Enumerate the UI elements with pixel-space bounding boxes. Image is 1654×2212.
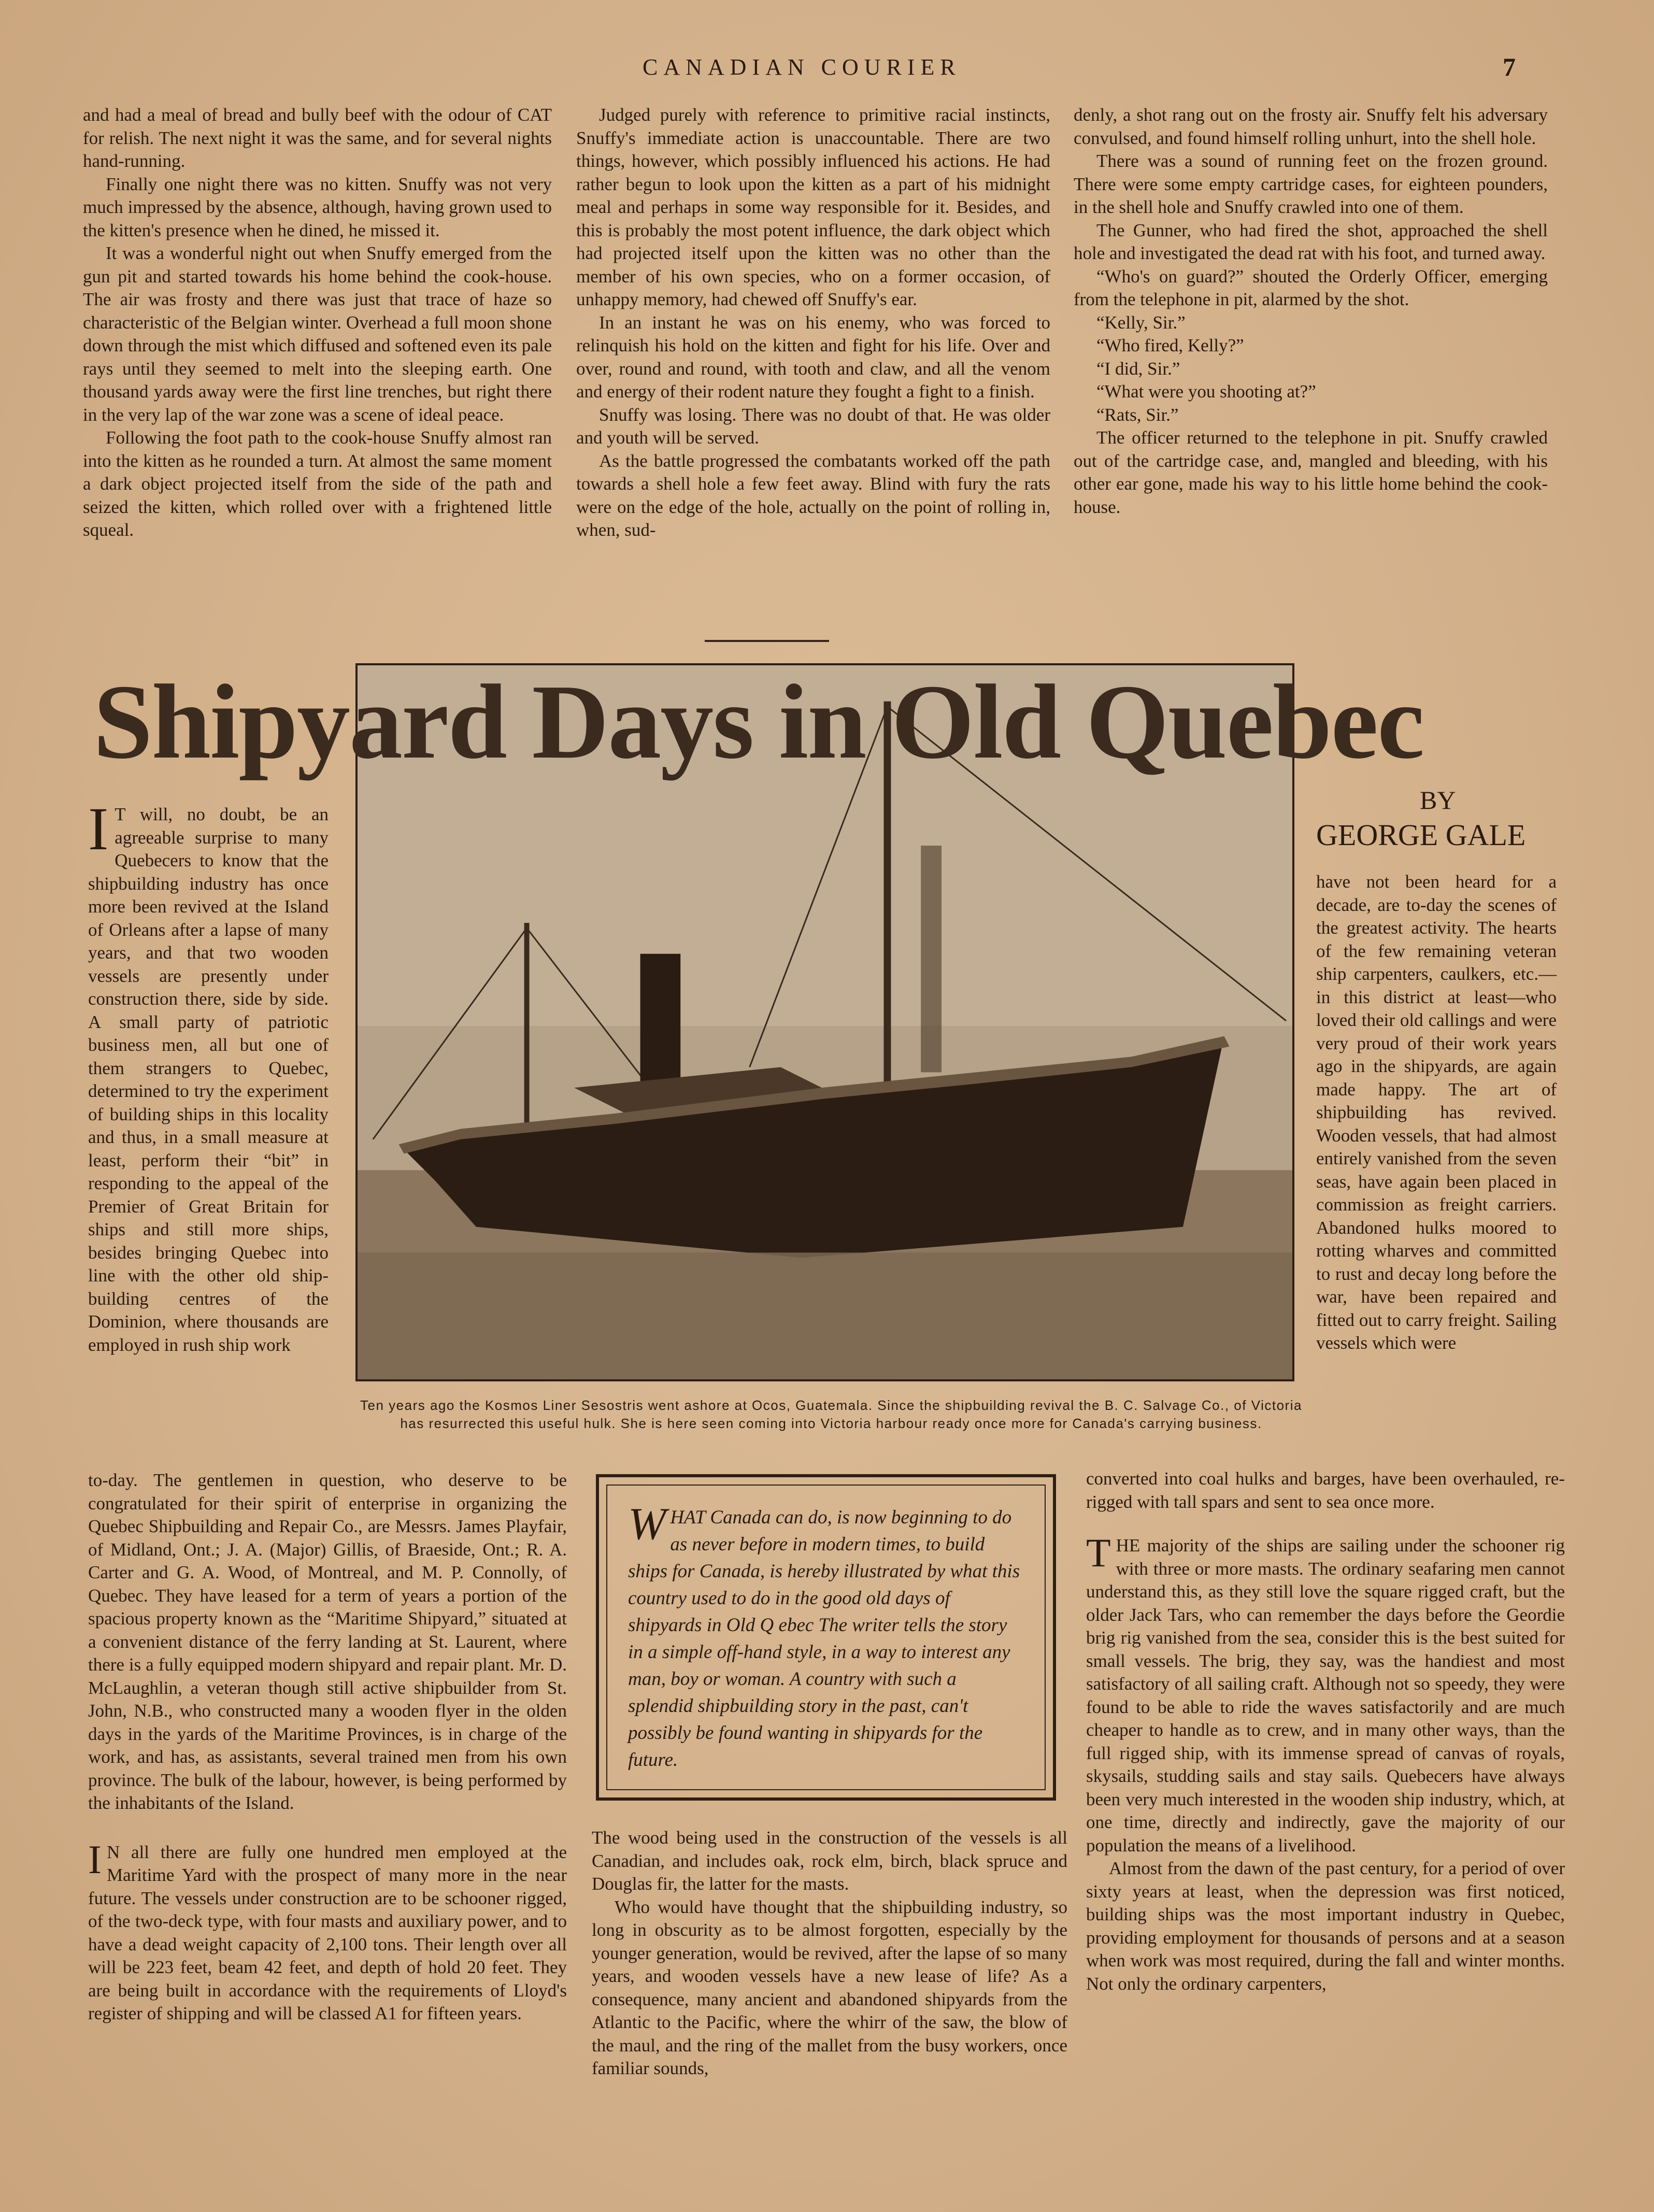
paragraph: “Rats, Sir.” <box>1096 404 1179 425</box>
article-right-narrow <box>1316 870 1557 1355</box>
drop-cap: W <box>628 1499 666 1549</box>
paragraph: The officer returned to the telephone in pit. Snuffy crawled out of the cartridge case, and, mangled and bleeding, with his other ear gone, made his way to his little home behind the cook-house. <box>1074 427 1548 517</box>
section-divider <box>705 640 829 642</box>
paragraph: “I did, Sir.” <box>1096 358 1180 379</box>
paragraph: Who would have thought that the shipbuilding industry, so long in obscurity as to be almost forgotten, especially by the younger generation, would be revived, after the lapse of so many years, and wooden vessels have a new lease of life? As a consequence, many ancient and abandoned shipyards from the Atlantic to the Pacific, where the whirr of the saw, the blow of the maul, and the ring of the mallet from the busy workers, once familiar sounds, <box>592 1896 1067 2078</box>
paragraph: and had a meal of bread and bully beef with the odour of CAT for relish. The next night it was the same, and for several nights hand-running. <box>83 105 552 171</box>
paragraph: “Kelly, Sir.” <box>1096 312 1186 333</box>
paragraph-text: N all there are fully one hundred men employed at the Maritime Yard with the prospect of many more in the near future. The vessels under construction are to be schooner rigged, of the two-deck type, with four masts and auxiliary power, and to have a dead weight capacity of 2,100 tons. Their length over all will be 223 feet, beam 42 feet, and depth of hold 20 feet. They are being built in accordance with the requirements of Lloyd's register of shipping and will be classed A1 for fifteen years. <box>88 1842 567 2023</box>
paragraph: Snuffy was losing. There was no doubt of that. He was older and youth will be served. <box>576 404 1050 448</box>
top-column-1 <box>83 104 552 542</box>
paragraph: “Who fired, Kelly?” <box>1096 335 1244 355</box>
paragraph: Judged purely with reference to primitive racial instincts, Snuffy's immediate action is unaccountable. There are two things, however, which possibly influenced his actions. He had rather begun to look upon the kitten as a part of his midnight meal and perhaps in some way responsible for it. Besides, and this is probably the most potent influence, the dark object which had projected itself upon the kitten was no other than the member of his own species, who on a former occasion, of unhappy memory, had chewed off Snuffy's ear. <box>576 105 1050 309</box>
paragraph: The Gunner, who had fired the shot, approached the shell hole and investigated the dead rat with his foot, and turned away. <box>1074 220 1548 263</box>
paragraph: It was a wonderful night out when Snuffy emerged from the gun pit and started towards his home behind the cook-house. The air was frosty and there was just that trace of haze so characteristic of the Belgian winter. Overhead a full moon shone down through the mist which diffused and softened even its pale rays until they seemed to melt into the sleeping earth. One thousand yards away were the first line trenches, but right there in the very lap of the war zone was a scene of ideal peace. <box>83 243 552 425</box>
page-number: 7 <box>1503 52 1516 81</box>
drop-cap: T <box>1086 1530 1111 1575</box>
paragraph: to-day. The gentlemen in question, who deserve to be congratulated for their spirit of enterprise in organizing the Quebec Shipbuilding and Repair Co., are Messrs. James Playfair, of Midland, Ont.; J. A. (Major) Gillis, of Braeside, Ont.; R. A. Carter and G. A. Wood, of Montreal, and M. P. Connolly, of Quebec. They have leased for a term of years a portion of the spacious property known as the “Maritime Shipyard,” situated at a convenient distance of the ferry landing at St. Laurent, where there is a fully equipped modern shipyard and repair plant. Mr. D. McLaughlin, a veteran though still active shipbuilder from St. John, N.B., who constructed many a wooden flyer in the olden days in the yards of the Maritime Provinces, is in charge of the work, and has, as assistants, several trained men from his own province. The bulk of the labour, however, is being performed by the inhabitants of the Island. <box>88 1470 567 1813</box>
photo-caption: Ten years ago the Kosmos Liner Sesostris went ashore at Ocos, Guatemala. Since the shipbuilding revival the B. C. Salvage Co., of Victoria has resurrected this useful hulk. She is here seen coming into Victoria harbour ready once more for Canada's carrying business. <box>360 1397 1302 1431</box>
paragraph: denly, a shot rang out on the frosty air. Snuffy felt his adversary convulsed, and found himself rolling unhurt, into the shell hole. <box>1074 105 1548 148</box>
paragraph: Finally one night there was no kitten. Snuffy was not very much impressed by the absence, although, having grown used to the kitten's presence when he dined, he missed it. <box>83 174 552 240</box>
editorial-box-text <box>606 1485 1046 1790</box>
headline: Shipyard Days in Old Quebec <box>93 662 1424 781</box>
paragraph: The wood being used in the construction of the vessels is all Canadian, and includes oak, rock elm, birch, black spruce and Douglas fir, the latter for the masts. <box>592 1828 1067 1894</box>
paragraph: “Who's on guard?” shouted the Orderly Officer, emerging from the telephone in pit, alarmed by the shot. <box>1074 266 1548 309</box>
drop-cap: I <box>88 1836 102 1882</box>
paragraph <box>88 795 329 1357</box>
paragraph <box>88 1836 567 2025</box>
paragraph: As the battle progressed the combatants worked off the path towards a shell hole a few feet away. Blind with fury the rats were on the edge of the hole, actually on the point of rolling in, when, sud- <box>576 450 1050 540</box>
drop-cap: I <box>88 795 109 863</box>
paragraph: Following the foot path to the cook-house Snuffy almost ran into the kitten as he rounded a turn. At almost the same moment a dark object projected itself from the side of the path and seized the kitten, which rolled over with a frightened little squeal. <box>83 427 552 540</box>
paragraph-text: T will, no doubt, be an agreeable surprise to many Quebecers to know that the shipbuilding industry has once more been revived at the Island of Orleans after a lapse of many years, and that two wooden vessels are presently under construction there, side by side. A small party of patriotic business men, all but one of them strangers to Quebec, determined to try the experiment of building ships in this locality and thus, in a small measure at least, perform their “bit” in responding to the appeal of the Premier of Great Britain for ships and still more ships, besides bringing Quebec into line with the other old ship-building centres of the Dominion, where thousands are employed in rush ship work <box>88 804 329 1355</box>
paragraph: “What were you shooting at?” <box>1096 381 1316 402</box>
top-column-3 <box>1074 104 1548 519</box>
paragraph: In an instant he was on his enemy, who was forced to relinquish his hold on the kitten and fight for his life. Over and over, round and round, with tooth and claw, and all the venom and energy of their rodent nature they fought a fight to a finish. <box>576 312 1050 402</box>
article-left-wide <box>88 1469 567 2025</box>
paragraph: There was a sound of running feet on the frozen ground. There were some empty cartridge cases, for eighteen pounders, in the shell hole and Snuffy crawled into one of them. <box>1074 151 1548 217</box>
page-header <box>0 54 1654 85</box>
paragraph: have not been heard for a decade, are to-day the scenes of the greatest activity. The hearts of the few remaining veteran ship carpenters, caulkers, etc.—in this district at least—who loved their old callings and were very proud of their work years ago in the shipyards, are again made happy. The art of shipbuilding has revived. Wooden vessels, that had almost entirely vanished from the seven seas, have again been placed in commission as freight carriers. Abandoned hulks moored to rotting wharves and committed to rust and decay long before the war, have been repaired and fitted out to carry freight. Sailing vessels which were <box>1316 872 1557 1353</box>
article-middle <box>592 1826 1067 2080</box>
top-column-2 <box>576 104 1050 542</box>
article-right-wide <box>1086 1467 1565 1995</box>
paragraph <box>1086 1530 1565 1857</box>
byline-author: GEORGE GALE <box>1316 818 1526 852</box>
paragraph: Almost from the dawn of the past century, for a period of over sixty years at least, when the depression was first noticed, building ships was the most important industry in Quebec, providing employment for thousands of persons and at a season when work was most required, during the fall and winter months. Not only the ordinary carpenters, <box>1086 1858 1565 1994</box>
byline-by: BY <box>1420 786 1456 815</box>
masthead: CANADIAN COURIER <box>643 54 961 80</box>
box-text: HAT Canada can do, is now beginning to do as never before in modern times, to build ships for Canada, is hereby illustrated by what this country used to do in the good old days of shipyards in Old Q ebec The writer tells the story in a simple off-hand style, in a way to interest any man, boy or woman. A country with such a splendid shipbuilding story in the past, can't possibly be found wanting in shipyards for the future. <box>628 1507 1020 1771</box>
article-left-narrow <box>88 795 329 1357</box>
editorial-box <box>596 1474 1056 1801</box>
paragraph: converted into coal hulks and barges, have been overhauled, re-rigged with tall spars and sent to sea once more. <box>1086 1468 1565 1512</box>
paragraph-text: HE majority of the ships are sailing under the schooner rig with three or more masts. The ordinary seafaring men cannot understand this, as they still love the square rigged craft, but the older Jack Tars, who can remember the days before the Geordie brig rig vanished from the sea, consider this is the best suited for small vessels. The brig, they say, was the handiest and most satisfactory of all sailing craft. Although not so speedy, they were found to be able to ride the waves satisfactorily and are much cheaper to handle as to crew, and in many other ways, than the full rigged ship, with its immense spread of canvas of royals, skysails, studding sails and stay sails. Quebecers have always been very much interested in the wooden ship industry, which, at one time, directly and indirectly, gave the majority of our population the means of a livelihood. <box>1086 1535 1565 1856</box>
